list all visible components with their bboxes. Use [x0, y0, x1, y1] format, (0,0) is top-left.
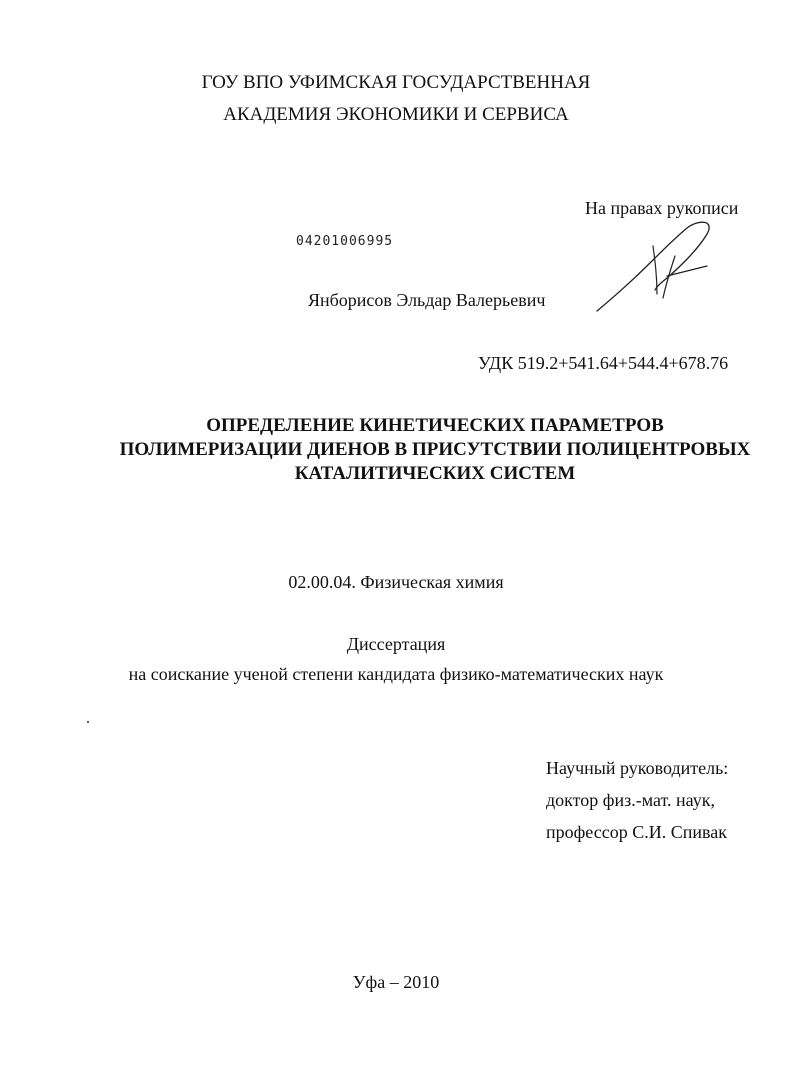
- supervisor-name: профессор С.И. Спивак: [546, 822, 727, 842]
- dissertation-title: [60, 414, 792, 486]
- supervisor-label: Научный руководитель:: [546, 758, 729, 778]
- title-line-1: ОПРЕДЕЛЕНИЕ КИНЕТИЧЕСКИХ ПАРАМЕТРОВ: [206, 415, 664, 436]
- author-name: Янборисов Эльдар Валерьевич: [308, 290, 546, 310]
- place-year: Уфа – 2010: [352, 972, 440, 992]
- signature-icon: [595, 216, 725, 321]
- title-line-2: ПОЛИМЕРИЗАЦИИ ДИЕНОВ В ПРИСУТСТВИИ ПОЛИЦЕНТРОВЫХ: [119, 439, 751, 460]
- institution-line-2: АКАДЕМИЯ ЭКОНОМИКИ И СЕРВИСА: [223, 104, 569, 125]
- supervisor-degree: доктор физ.-мат. наук,: [546, 790, 715, 810]
- stray-dot: [87, 721, 89, 723]
- specialty: 02.00.04. Физическая химия: [288, 572, 504, 592]
- archive-number-stamp: 04201006995: [296, 234, 394, 249]
- institution-line-1: ГОУ ВПО УФИМСКАЯ ГОСУДАРСТВЕННАЯ: [201, 72, 591, 93]
- degree-description: на соискание ученой степени кандидата физико-математических наук: [128, 664, 664, 684]
- manuscript-rights: На правах рукописи: [585, 198, 739, 218]
- title-line-3: КАТАЛИТИЧЕСКИХ СИСТЕМ: [294, 463, 576, 484]
- udc-code: УДК 519.2+541.64+544.4+678.76: [478, 353, 729, 373]
- work-type: Диссертация: [346, 634, 446, 654]
